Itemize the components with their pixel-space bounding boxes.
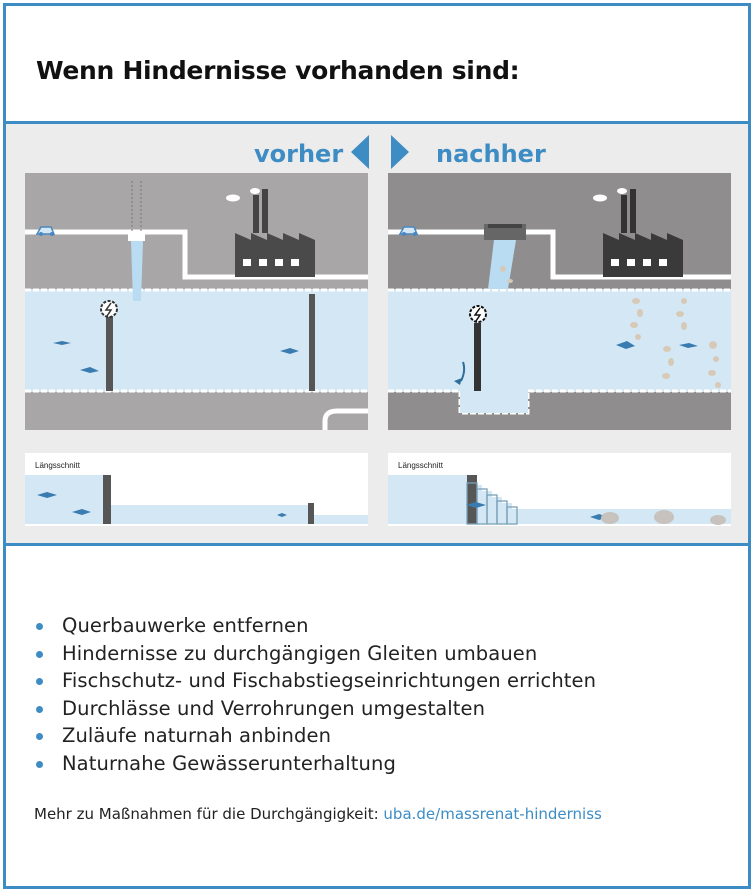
more-info [34, 805, 602, 823]
bullet-icon [36, 706, 43, 713]
list-item: Naturnahe Gewässerunterhaltung [34, 750, 596, 778]
list-item: Querbauwerke entfernen [34, 612, 596, 640]
bullet-icon [36, 678, 43, 685]
page-title: Wenn Hindernisse vorhanden sind: [36, 56, 520, 85]
bullet-icon [36, 623, 43, 630]
list-item: Hindernisse zu durchgängigen Gleiten umbauen [34, 640, 596, 668]
arrow-left-icon [351, 135, 369, 169]
section-label-after: Längsschnitt [398, 461, 443, 470]
measures-list [34, 612, 596, 777]
arrow-right-icon [391, 135, 409, 169]
label-before: vorher [254, 140, 344, 168]
list-item: Fischschutz- und Fischabstiegseinrichtungen errichten [34, 667, 596, 695]
after-longitudinal-section [388, 453, 731, 526]
label-after: nachher [436, 140, 546, 168]
section-label-before: Längsschnitt [35, 461, 80, 470]
list-item: Durchlässe und Verrohrungen umgestalten [34, 695, 596, 723]
more-info-link[interactable]: uba.de/massrenat-hinderniss [383, 805, 602, 823]
more-info-text: Mehr zu Maßnahmen für die Durchgängigkeit: [34, 805, 379, 823]
divider-bottom [6, 543, 748, 546]
bullet-icon [36, 651, 43, 658]
bullet-icon [36, 733, 43, 740]
infographic-frame [3, 3, 751, 889]
before-top-view [25, 173, 368, 430]
before-longitudinal-section [25, 453, 368, 526]
list-item: Zuläufe naturnah anbinden [34, 722, 596, 750]
after-top-view [388, 173, 731, 430]
bullet-icon [36, 761, 43, 768]
